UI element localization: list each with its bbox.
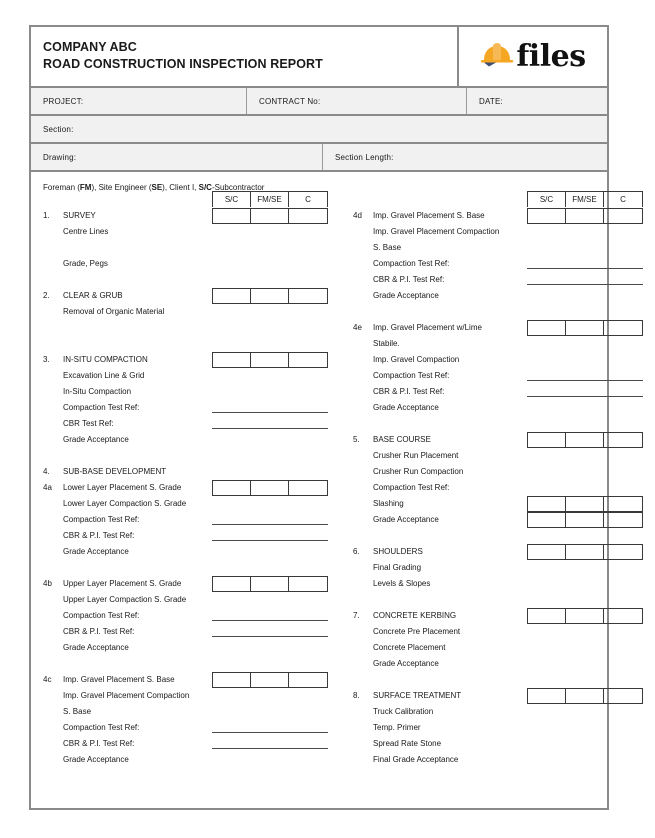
- checklist-row-number: 2.: [43, 291, 50, 300]
- signoff-checkbox-fmse[interactable]: [251, 577, 289, 591]
- write-in-line[interactable]: [527, 380, 643, 381]
- signoff-checkbox-group: [212, 288, 328, 304]
- checklist-row-label: Crusher Run Placement: [373, 451, 459, 460]
- checklist-row-label: IN-SITU COMPACTION: [63, 355, 148, 364]
- contract-no-field[interactable]: CONTRACT No:: [247, 88, 467, 114]
- checklist-row: [31, 640, 331, 656]
- write-in-line[interactable]: [212, 524, 328, 525]
- info-row-drawing: [31, 144, 607, 172]
- legend-mid2: ), Client I,: [162, 183, 199, 192]
- checklist-row-label: Slashing: [373, 499, 404, 508]
- checklist-row-label: Lower Layer Placement S. Grade: [63, 483, 182, 492]
- checklist-row-label: SURFACE TREATMENT: [373, 691, 462, 700]
- checklist-row-label: Imp. Gravel Placement Compaction: [373, 227, 500, 236]
- checklist-row-label: Grade Acceptance: [373, 403, 439, 412]
- signoff-checkbox-c[interactable]: [289, 289, 327, 303]
- checklist-row: [331, 688, 607, 704]
- checklist-row: [31, 544, 331, 560]
- checklist-row-label: Excavation Line & Grid: [63, 371, 145, 380]
- hard-hat-icon: [480, 41, 514, 72]
- checklist-row-label: S. Base: [63, 707, 92, 716]
- signoff-checkbox-fmse[interactable]: [566, 545, 604, 559]
- section-field[interactable]: Section:: [43, 124, 74, 134]
- checklist-row-label: Imp. Gravel Placement Compaction: [63, 691, 190, 700]
- checklist-row-label: SUB-BASE DEVELOPMENT: [63, 467, 167, 476]
- checklist-row: [331, 272, 607, 288]
- checklist-row-label: Upper Layer Compaction S. Grade: [63, 595, 187, 604]
- checklist-row: [331, 400, 607, 416]
- checklist-row-label: Compaction Test Ref:: [63, 611, 140, 620]
- checklist-row-label: Imp. Gravel Placement S. Base: [373, 211, 485, 220]
- checklist-row-label: CBR & P.I. Test Ref:: [373, 275, 445, 284]
- signoff-checkbox-group: [212, 480, 328, 496]
- checklist-row: [331, 432, 607, 448]
- legend-prefix: Foreman (: [43, 183, 80, 192]
- checklist-row: [331, 704, 607, 720]
- checklist-row: [31, 720, 331, 736]
- drawing-field[interactable]: Drawing:: [31, 144, 323, 170]
- checklist-row-label: Upper Layer Placement S. Grade: [63, 579, 182, 588]
- title-band: [31, 27, 607, 88]
- checklist-row: [331, 256, 607, 272]
- checklist-row-label: CBR & P.I. Test Ref:: [63, 627, 135, 636]
- checklist-row: [331, 480, 607, 496]
- checklist-row: [331, 752, 607, 768]
- checklist-row-label: Grade Acceptance: [373, 659, 439, 668]
- checklist-row-number: 5.: [353, 435, 360, 444]
- page-title: ROAD CONSTRUCTION INSPECTION REPORT: [43, 57, 323, 71]
- checklist-row-label: Compaction Test Ref:: [373, 259, 450, 268]
- checklist-row: [31, 672, 331, 688]
- checklist-row-label: Removal of Organic Material: [63, 307, 165, 316]
- checklist-row: [331, 640, 607, 656]
- checklist-row: [331, 656, 607, 672]
- checklist-row: [331, 368, 607, 384]
- header-c-left: C: [305, 195, 311, 204]
- checklist-row: [31, 240, 331, 256]
- checklist-row: [31, 400, 331, 416]
- checklist-row-label: Grade Acceptance: [63, 643, 129, 652]
- signoff-checkbox-sc[interactable]: [528, 513, 566, 527]
- checklist-row: [31, 208, 331, 224]
- project-field[interactable]: PROJECT:: [31, 88, 247, 114]
- signoff-checkbox-c[interactable]: [604, 209, 642, 223]
- signoff-checkbox-fmse[interactable]: [566, 209, 604, 223]
- checklist-row: [331, 720, 607, 736]
- checklist-row: [331, 304, 607, 320]
- checklist-row: [31, 496, 331, 512]
- checklist-row-label: Imp. Gravel Compaction: [373, 355, 460, 364]
- signoff-checkbox-group: [527, 496, 643, 512]
- header-fmse-left: FM/SE: [251, 192, 289, 207]
- signoff-checkbox-sc[interactable]: [528, 497, 566, 511]
- checklist-row: [31, 624, 331, 640]
- signoff-checkbox-group: [527, 512, 643, 528]
- checklist-row: [331, 320, 607, 336]
- checklist-row-number: 7.: [353, 611, 360, 620]
- checklist-row: [31, 688, 331, 704]
- checklist-row: [31, 368, 331, 384]
- checklist-row-label: Grade Acceptance: [63, 547, 129, 556]
- checklist-row: [31, 256, 331, 272]
- checklist-row-label: SURVEY: [63, 211, 96, 220]
- checklist-row: [31, 592, 331, 608]
- checklist-row: [331, 544, 607, 560]
- signoff-checkbox-c[interactable]: [604, 433, 642, 447]
- signoff-checkbox-sc[interactable]: [528, 433, 566, 447]
- signoff-checkbox-sc[interactable]: [528, 609, 566, 623]
- signoff-checkbox-fmse[interactable]: [251, 673, 289, 687]
- checklist-row-label: CBR & P.I. Test Ref:: [63, 531, 135, 540]
- signoff-checkbox-group: [212, 576, 328, 592]
- checklist-row: [331, 608, 607, 624]
- checklist-row: [31, 656, 331, 672]
- checklist-row-number: 4b: [43, 579, 52, 588]
- checklist-row-label: Stabile.: [373, 339, 400, 348]
- checklist-row: [331, 464, 607, 480]
- info-row-section: [31, 116, 607, 144]
- checklist-row-label: BASE COURSE: [373, 435, 431, 444]
- checklist-row-number: 1.: [43, 211, 50, 220]
- write-in-line[interactable]: [527, 396, 643, 397]
- checklist-row: [331, 448, 607, 464]
- checklist-row: [331, 528, 607, 544]
- write-in-line[interactable]: [527, 268, 643, 269]
- checklist-row-label: Temp. Primer: [373, 723, 421, 732]
- signoff-checkbox-c[interactable]: [604, 321, 642, 335]
- write-in-line[interactable]: [212, 428, 328, 429]
- signoff-checkbox-c[interactable]: [604, 689, 642, 703]
- checklist-row: [31, 560, 331, 576]
- header-c-right: C: [620, 195, 626, 204]
- checklist-row-label: SHOULDERS: [373, 547, 423, 556]
- checklist-row-label: Compaction Test Ref:: [373, 371, 450, 380]
- company-name: COMPANY ABC: [43, 40, 137, 54]
- checklist-row: [31, 736, 331, 752]
- logo: [459, 27, 607, 86]
- left-column-header: [212, 191, 328, 207]
- checklist-row-label: S. Base: [373, 243, 402, 252]
- write-in-line[interactable]: [212, 620, 328, 621]
- signoff-checkbox-fmse[interactable]: [566, 321, 604, 335]
- signoff-checkbox-group: [527, 432, 643, 448]
- signoff-checkbox-group: [527, 320, 643, 336]
- checklist-row-label: CBR & P.I. Test Ref:: [373, 387, 445, 396]
- header-sc-left: S/C: [213, 192, 251, 207]
- checklist-row-label: Final Grading: [373, 563, 422, 572]
- checklist-row-label: Compaction Test Ref:: [63, 515, 140, 524]
- checklist-column-left: [31, 208, 331, 768]
- checklist-body: [31, 172, 626, 778]
- date-field[interactable]: DATE:: [479, 96, 503, 106]
- logo-wordmark: files: [516, 38, 586, 74]
- checklist-row-label: Compaction Test Ref:: [63, 723, 140, 732]
- signoff-checkbox-sc[interactable]: [213, 209, 251, 223]
- checklist-row-label: CBR & P.I. Test Ref:: [63, 739, 135, 748]
- write-in-line[interactable]: [212, 540, 328, 541]
- checklist-row: [331, 512, 607, 528]
- checklist-row-label: CLEAR & GRUB: [63, 291, 123, 300]
- header-sc-right: S/C: [528, 192, 566, 207]
- checklist-row: [331, 288, 607, 304]
- legend-se: SE: [151, 183, 163, 192]
- checklist-row-number: 4c: [43, 675, 52, 684]
- signoff-checkbox-group: [212, 208, 328, 224]
- signoff-checkbox-c[interactable]: [604, 513, 642, 527]
- signoff-checkbox-group: [212, 352, 328, 368]
- checklist-row: [331, 336, 607, 352]
- checklist-row: [331, 416, 607, 432]
- checklist-row-label: In-Situ Compaction: [63, 387, 132, 396]
- checklist-row-label: Imp. Gravel Placement w/Lime: [373, 323, 482, 332]
- checklist-row-number: 4.: [43, 467, 50, 476]
- checklist-column-right: [331, 208, 607, 768]
- signoff-checkbox-group: [527, 208, 643, 224]
- checklist-row: [31, 576, 331, 592]
- signoff-checkbox-group: [527, 544, 643, 560]
- checklist-row: [331, 736, 607, 752]
- checklist-row-label: Concrete Pre Placement: [373, 627, 461, 636]
- checklist-row: [31, 608, 331, 624]
- write-in-line[interactable]: [212, 412, 328, 413]
- checklist-row: [331, 624, 607, 640]
- checklist-row: [31, 288, 331, 304]
- checklist-row: [331, 224, 607, 240]
- legend-mid1: ), Site Engineer (: [91, 183, 152, 192]
- checklist-row-label: CONCRETE KERBING: [373, 611, 457, 620]
- signoff-checkbox-sc[interactable]: [213, 289, 251, 303]
- signoff-checkbox-sc[interactable]: [528, 321, 566, 335]
- signoff-checkbox-fmse[interactable]: [566, 513, 604, 527]
- checklist-row-number: 6.: [353, 547, 360, 556]
- checklist-row-label: Grade Acceptance: [373, 291, 439, 300]
- checklist-row-label: Centre Lines: [63, 227, 109, 236]
- checklist-row: [31, 384, 331, 400]
- checklist-row: [331, 560, 607, 576]
- write-in-line[interactable]: [212, 636, 328, 637]
- signoff-checkbox-fmse[interactable]: [566, 609, 604, 623]
- checklist-row: [331, 672, 607, 688]
- checklist-row-label: Grade Acceptance: [63, 755, 129, 764]
- checklist-row: [31, 320, 331, 336]
- signoff-checkbox-fmse[interactable]: [251, 289, 289, 303]
- checklist-row-label: Levels & Slopes: [373, 579, 431, 588]
- section-length-field[interactable]: Section Length:: [335, 152, 394, 162]
- signoff-checkbox-c[interactable]: [604, 497, 642, 511]
- legend-sc: S/C: [198, 183, 212, 192]
- checklist-row-label: Grade, Pegs: [63, 259, 108, 268]
- checklist-row-number: 4d: [353, 211, 362, 220]
- write-in-line[interactable]: [212, 732, 328, 733]
- checklist-row: [31, 432, 331, 448]
- checklist-row-label: Compaction Test Ref:: [373, 483, 450, 492]
- checklist-row: [31, 704, 331, 720]
- checklist-row-number: 8.: [353, 691, 360, 700]
- signoff-checkbox-fmse[interactable]: [251, 209, 289, 223]
- signoff-checkbox-group: [212, 672, 328, 688]
- info-row-project: [31, 88, 607, 116]
- checklist-row-label: Concrete Placement: [373, 643, 446, 652]
- signoff-checkbox-sc[interactable]: [528, 689, 566, 703]
- checklist-row: [31, 352, 331, 368]
- checklist-row: [331, 208, 607, 224]
- checklist-row: [31, 448, 331, 464]
- checklist-row-label: Spread Rate Stone: [373, 739, 442, 748]
- checklist-row-label: Crusher Run Compaction: [373, 467, 464, 476]
- signoff-checkbox-group: [527, 608, 643, 624]
- checklist-row-label: Grade Acceptance: [63, 435, 129, 444]
- checklist-row: [31, 512, 331, 528]
- checklist-row-label: Final Grade Acceptance: [373, 755, 459, 764]
- signoff-checkbox-sc[interactable]: [213, 577, 251, 591]
- write-in-line[interactable]: [212, 748, 328, 749]
- signoff-checkbox-fmse[interactable]: [566, 433, 604, 447]
- signoff-checkbox-c[interactable]: [289, 481, 327, 495]
- checklist-row: [31, 336, 331, 352]
- signoff-checkbox-fmse[interactable]: [566, 497, 604, 511]
- signoff-checkbox-c[interactable]: [604, 609, 642, 623]
- checklist-row-label: CBR Test Ref:: [63, 419, 114, 428]
- signoff-checkbox-c[interactable]: [289, 209, 327, 223]
- checklist-row: [331, 384, 607, 400]
- checklist-row: [31, 416, 331, 432]
- checklist-row-number: 4a: [43, 483, 52, 492]
- checklist-row: [31, 752, 331, 768]
- signoff-checkbox-group: [527, 688, 643, 704]
- legend-suffix: -Subcontractor: [211, 183, 265, 192]
- signoff-checkbox-sc[interactable]: [213, 673, 251, 687]
- signoff-checkbox-sc[interactable]: [213, 353, 251, 367]
- checklist-row: [331, 592, 607, 608]
- checklist-row-number: 4e: [353, 323, 362, 332]
- title-text-block: [31, 27, 459, 86]
- signoff-checkbox-sc[interactable]: [528, 545, 566, 559]
- checklist-row-label: Truck Calibration: [373, 707, 434, 716]
- signoff-checkbox-c[interactable]: [604, 545, 642, 559]
- signoff-checkbox-c[interactable]: [289, 673, 327, 687]
- checklist-row-label: Compaction Test Ref:: [63, 403, 140, 412]
- legend-fm: FM: [79, 183, 92, 192]
- checklist-row: [331, 240, 607, 256]
- signoff-checkbox-fmse[interactable]: [251, 481, 289, 495]
- checklist-row-number: 3.: [43, 355, 50, 364]
- checklist-row: [31, 480, 331, 496]
- signoff-checkbox-fmse[interactable]: [251, 353, 289, 367]
- checklist-row-label: Grade Acceptance: [373, 515, 439, 524]
- checklist-row: [31, 464, 331, 480]
- signoff-checkbox-c[interactable]: [289, 577, 327, 591]
- signoff-checkbox-sc[interactable]: [528, 209, 566, 223]
- checklist-row: [31, 272, 331, 288]
- checklist-row: [31, 528, 331, 544]
- checklist-row: [331, 496, 607, 512]
- checklist-row: [331, 352, 607, 368]
- signoff-checkbox-c[interactable]: [289, 353, 327, 367]
- checklist-row: [31, 304, 331, 320]
- checklist-row: [31, 224, 331, 240]
- checklist-row-label: Lower Layer Compaction S. Grade: [63, 499, 187, 508]
- checklist-row: [331, 576, 607, 592]
- signoff-checkbox-sc[interactable]: [213, 481, 251, 495]
- checklist-row-label: Imp. Gravel Placement S. Base: [63, 675, 175, 684]
- write-in-line[interactable]: [527, 284, 643, 285]
- header-fmse-right: FM/SE: [566, 192, 604, 207]
- right-column-header: [527, 191, 643, 207]
- inspection-report-document: [29, 25, 626, 810]
- signoff-checkbox-fmse[interactable]: [566, 689, 604, 703]
